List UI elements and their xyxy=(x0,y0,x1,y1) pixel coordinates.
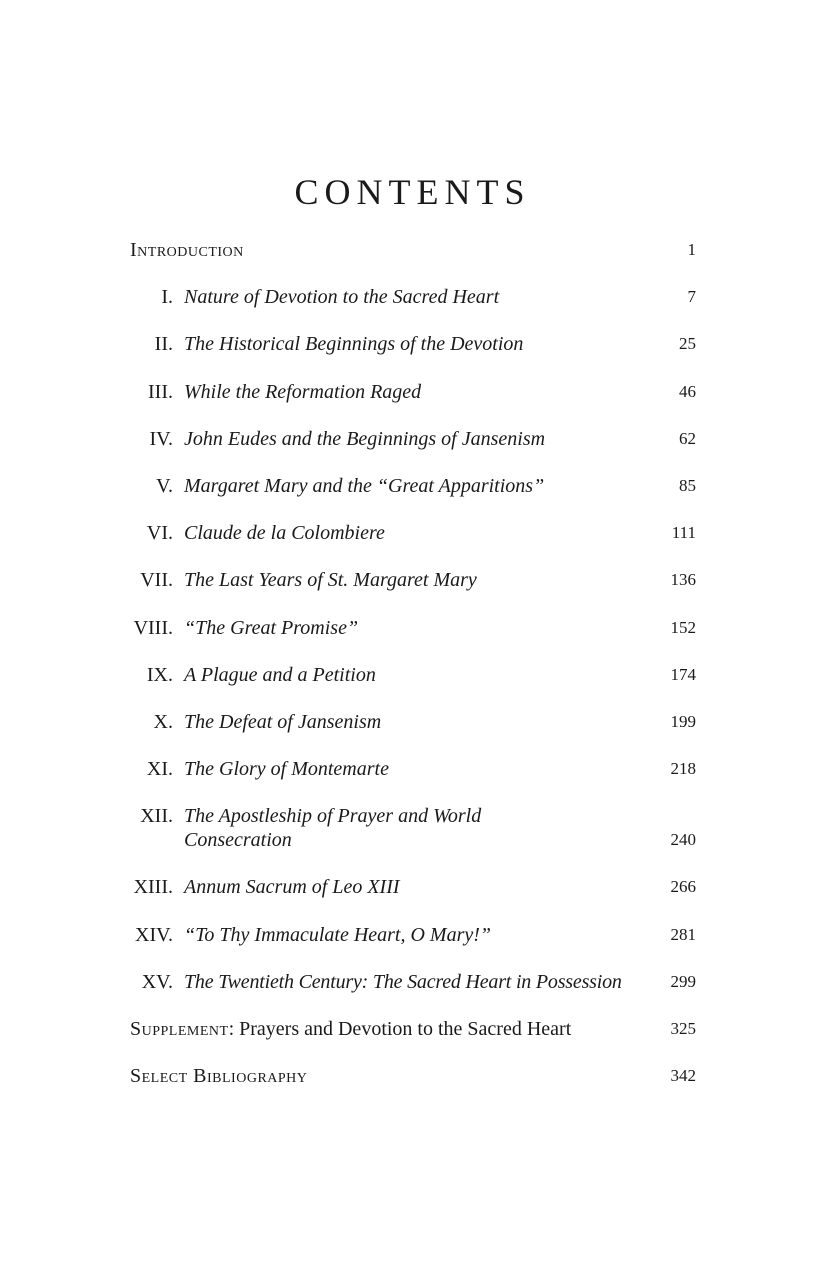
chapter-numeral: IV. xyxy=(149,427,173,450)
page-number: 25 xyxy=(679,334,696,354)
chapter-title: A Plague and a Petition xyxy=(184,663,376,686)
entry-label: Supplement xyxy=(130,1018,229,1040)
toc-entry-bibliography[interactable] xyxy=(130,1064,696,1088)
page-number: 342 xyxy=(670,1066,696,1086)
toc-entry-chapter-3[interactable] xyxy=(130,380,696,404)
page-number: 62 xyxy=(679,428,696,448)
chapter-numeral: I. xyxy=(161,286,173,309)
page-number: 240 xyxy=(670,830,696,850)
chapter-numeral: V. xyxy=(156,474,173,497)
table-of-contents xyxy=(130,238,696,1111)
chapter-title: The Defeat of Jansenism xyxy=(184,710,382,733)
page-number: 299 xyxy=(670,971,696,991)
chapter-title: The Last Years of St. Margaret Mary xyxy=(184,569,477,592)
entry-label: Introduction xyxy=(130,239,244,261)
toc-entry-supplement[interactable] xyxy=(130,1017,696,1041)
chapter-title: Claude de la Colombiere xyxy=(184,522,385,545)
chapter-title: The Apostleship of Prayer and World Consecration xyxy=(184,805,482,852)
toc-entry-chapter-14[interactable] xyxy=(130,923,696,947)
page-number: 266 xyxy=(670,877,696,897)
toc-entry-chapter-9[interactable] xyxy=(130,663,696,687)
toc-entry-chapter-10[interactable] xyxy=(130,710,696,734)
toc-entry-chapter-13[interactable] xyxy=(130,875,696,899)
toc-entry-chapter-2[interactable] xyxy=(130,332,696,356)
toc-entry-chapter-8[interactable] xyxy=(130,616,696,640)
chapter-title: “To Thy Immaculate Heart, O Mary!” xyxy=(184,923,492,946)
toc-entry-chapter-4[interactable] xyxy=(130,427,696,451)
chapter-numeral: II. xyxy=(154,333,173,356)
chapter-title: Margaret Mary and the “Great Apparitions” xyxy=(184,474,545,497)
page-number: 1 xyxy=(687,240,696,259)
toc-entry-chapter-15[interactable] xyxy=(130,970,696,994)
chapter-title: “The Great Promise” xyxy=(184,616,359,639)
chapter-numeral: XII. xyxy=(140,805,173,828)
page-number: 325 xyxy=(670,1019,696,1038)
chapter-numeral: IX. xyxy=(146,663,173,686)
page-number: 174 xyxy=(670,664,696,684)
toc-entry-chapter-11[interactable] xyxy=(130,757,696,781)
entry-subtitle: : Prayers and Devotion to the Sacred Heart xyxy=(228,1018,572,1040)
chapter-title: The Historical Beginnings of the Devotion xyxy=(184,333,524,356)
page-number: 218 xyxy=(670,759,696,779)
chapter-title: John Eudes and the Beginnings of Jansenism xyxy=(184,427,546,450)
chapter-title: Annum Sacrum of Leo XIII xyxy=(184,876,400,899)
chapter-numeral: VI. xyxy=(146,522,173,545)
toc-entry-chapter-1[interactable] xyxy=(130,285,696,309)
chapter-numeral: XIII. xyxy=(133,876,173,899)
page-number: 85 xyxy=(679,475,696,495)
page-number: 199 xyxy=(670,711,696,731)
page-title: CONTENTS xyxy=(294,172,531,212)
chapter-numeral: XI. xyxy=(146,758,173,781)
chapter-title: While the Reformation Raged xyxy=(184,380,422,403)
page-number: 136 xyxy=(670,570,696,590)
chapter-numeral: XV. xyxy=(141,970,173,993)
toc-entry-chapter-12[interactable] xyxy=(130,804,696,852)
chapter-numeral: VIII. xyxy=(133,616,173,639)
page-number: 152 xyxy=(670,617,696,637)
entry-label: Select Bibliography xyxy=(130,1065,308,1088)
chapter-numeral: VII. xyxy=(140,569,173,592)
toc-entry-chapter-7[interactable] xyxy=(130,568,696,592)
toc-entry-chapter-6[interactable] xyxy=(130,521,696,545)
chapter-numeral: XIV. xyxy=(135,923,173,946)
page-number: 46 xyxy=(679,381,696,401)
chapter-title: The Twentieth Century: The Sacred Heart in Possession xyxy=(184,970,622,993)
chapter-title: Nature of Devotion to the Sacred Heart xyxy=(184,286,500,309)
toc-entry-chapter-5[interactable] xyxy=(130,474,696,498)
chapter-title: The Glory of Montemarte xyxy=(184,758,389,781)
page-number: 111 xyxy=(671,523,696,543)
toc-entry-introduction[interactable] xyxy=(130,238,696,262)
chapter-numeral: X. xyxy=(153,710,173,733)
chapter-numeral: III. xyxy=(148,380,173,403)
page-number: 7 xyxy=(687,287,696,307)
page-number: 281 xyxy=(670,924,696,944)
